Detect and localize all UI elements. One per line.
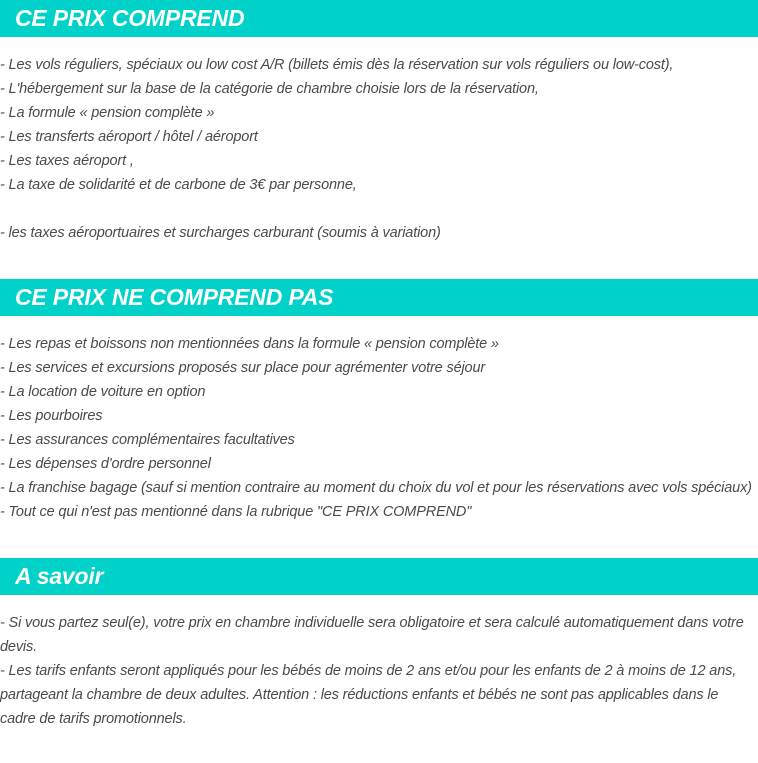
list-item: - Les taxes aéroport , [0, 153, 134, 169]
list-item: - La franchise bagage (sauf si mention contraire au moment du choix du vol et pour les réservations avec vols spéciaux) [0, 480, 752, 496]
list-item: - Les transferts aéroport / hôtel / aéroport [0, 129, 258, 145]
list-item: - Les repas et boissons non mentionnées dans la formule « pension complète » [0, 336, 499, 352]
section-header [0, 0, 758, 37]
section-not-included [0, 279, 758, 524]
list-item: - Les vols réguliers, spéciaux ou low cost A/R (billets émis dès la réservation sur vols réguliers ou low-cost), [0, 57, 674, 73]
list-item: - La location de voiture en option [0, 384, 206, 400]
section-included [0, 0, 758, 245]
included-list [0, 37, 758, 245]
not-included-list [0, 316, 758, 524]
list-item: - Les dépenses d'ordre personnel [0, 456, 211, 472]
list-item: - Les assurances complémentaires facultatives [0, 432, 295, 448]
section-header [0, 279, 758, 316]
list-item: - Tout ce qui n'est pas mentionné dans la rubrique "CE PRIX COMPREND" [0, 504, 472, 520]
list-item: - La formule « pension complète » [0, 105, 215, 121]
list-item: - L'hébergement sur la base de la catégorie de chambre choisie lors de la réservation, [0, 81, 539, 97]
section-title: CE PRIX COMPREND [15, 5, 245, 31]
paragraph: - Si vous partez seul(e), votre prix en chambre individuelle sera obligatoire et sera calculé automatiquement dans votre devis. [0, 615, 744, 655]
paragraph: - Les tarifs enfants seront appliqués pour les bébés de moins de 2 ans et/ou pour les enfants de 2 à moins de 12 ans, partageant la chambre de deux adultes. Attention : les réductions enfants et bébés ne sont pas applicables dans le cadre de tarifs promotionnels. [0, 663, 737, 727]
blank-line [0, 197, 758, 221]
list-item: - La taxe de solidarité et de carbone de 3€ par personne, [0, 177, 357, 193]
section-title: A savoir [15, 563, 104, 589]
good-to-know-text [0, 595, 758, 731]
section-good-to-know [0, 558, 758, 731]
section-header [0, 558, 758, 595]
list-item: - Les pourboires [0, 408, 103, 424]
section-title: CE PRIX NE COMPREND PAS [15, 284, 334, 310]
list-item: - Les services et excursions proposés sur place pour agrémenter votre séjour [0, 360, 486, 376]
list-item: - les taxes aéroportuaires et surcharges carburant (soumis à variation) [0, 225, 441, 241]
